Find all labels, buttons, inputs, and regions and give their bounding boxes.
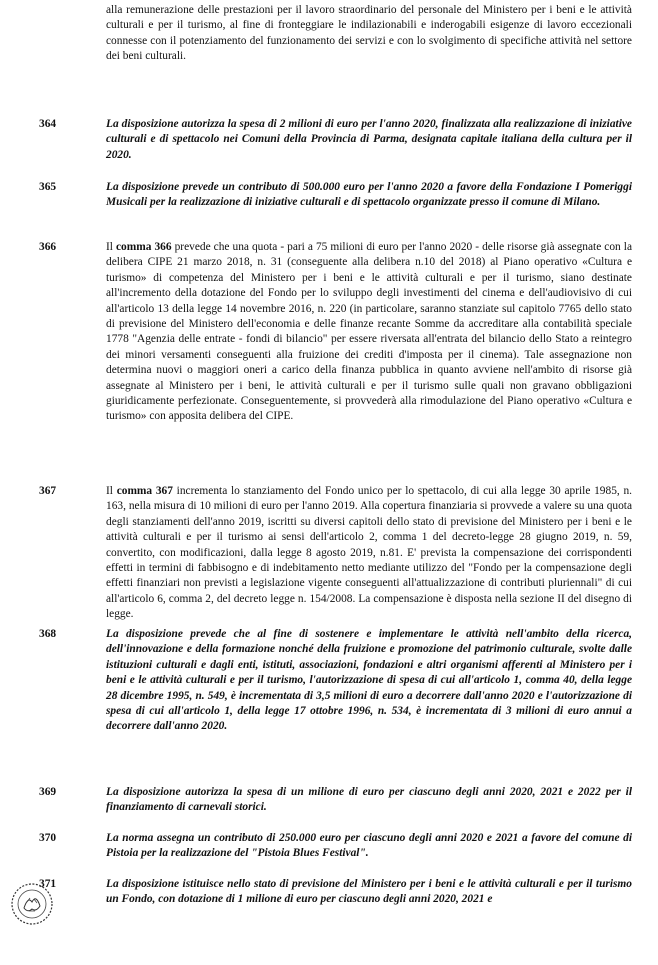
entry-number: 367 bbox=[39, 485, 57, 497]
entry-text: La disposizione autorizza la spesa di 2 milioni di euro per l'anno 2020, finalizzata alla realizzazione di iniziative culturali e di spettacolo nei Comuni della Provincia di Parma, designata capitale italiana della cultura per il 2020. bbox=[106, 118, 632, 161]
entry-text: La disposizione autorizza la spesa di un milione di euro per ciascuno degli anni 2020, 2021 e 2022 per il finanziamento di carnevali storici. bbox=[106, 786, 632, 814]
entry-number: 366 bbox=[39, 241, 57, 253]
entry-number: 368 bbox=[39, 628, 57, 640]
entry-text: La disposizione prevede un contributo di 500.000 euro per l'anno 2020 a favore della Fondazione I Pomeriggi Musicali per la realizzazione di iniziative culturali e di spettacolo organizzate presso il comune di Milano. bbox=[106, 181, 632, 209]
entry-number: 364 bbox=[39, 118, 57, 130]
entry-number: 371 bbox=[39, 878, 57, 890]
entry-body: prevede che una quota - pari a 75 milioni di euro per l'anno 2020 - delle risorse già assegnate con la delibera CIPE 21 marzo 2018, n. 31 (conseguente alla delibera n.10 del 2018) al Piano operativo «Cultura e turismo» di competenza del Ministero per i beni e le attività culturali e per il turismo, siano destinate all'incremento della dotazione del Fondo per lo sviluppo degli investimenti del cinema e dell'audiovisivo di cui all'articolo 13 della legge 14 novembre 2016, n. 220 (in particolare, saranno stanziate sul capitolo 7765 dello stato di previsione del Ministero dell'economia e delle finanze recante Somme da accreditare alla contabilità speciale 1778 "Agenzia delle entrate - fondi di bilancio" per essere riversata all'entrata del bilancio dello Stato a reintegro dei minori versamenti conseguenti alla fruizione dei crediti d'imposta per il cinema). Tale assegnazione non determina nuovi o maggiori oneri a carico della finanza pubblica in quanto avviene nell'ambito di risorse già assegnate al Ministero per i beni, le attività culturali e per il turismo sulle quali non gravano obbligazioni giuridicamente perfezionate. Conseguentemente, si provvederà alla rimodulazione del Piano operativo «Cultura e turismo» con apposita delibera del CIPE. bbox=[106, 241, 632, 423]
entry-body: incrementa lo stanziamento del Fondo unico per lo spettacolo, di cui alla legge 30 aprile 1985, n. 163, nella misura di 10 milioni di euro per l'anno 2019. Alla copertura finanziaria si provvede a valere su una quota degli stanziamenti dell'anno 2019, iscritti su diversi capitoli dello stato di previsione del Ministero per i beni e le attività culturali e per il turismo ai sensi dell'articolo 2, comma 1 del decreto-legge 28 giugno 2019, n. 59, convertito, con modificazioni, dalla legge 8 agosto 2019, n.81. E' prevista la compensazione dei corrispondenti effetti in termini di fabbisogno e di indebitamento netto mediante utilizzo del "Fondo per la compensazione degli effetti finanziari non previsti a legislazione vigente conseguenti all'attualizzazione di contributi pluriennali" di cui all'articolo 6, comma 2, del decreto legge n. 154/2008. La compensazione è disposta nella sezione II del disegno di legge. bbox=[106, 485, 633, 621]
entry-number: 369 bbox=[39, 786, 57, 798]
entry-number: 365 bbox=[39, 181, 57, 193]
entry-text: La disposizione istituisce nello stato di previsione del Ministero per i beni e le attività culturali e per il turismo un Fondo, con dotazione di 1 milione di euro per ciascuno degli anni 2020, 2021 e bbox=[106, 878, 632, 906]
entry-lead: Il bbox=[106, 241, 116, 253]
entry-number: 370 bbox=[39, 832, 57, 844]
comma-reference: comma 367 bbox=[116, 485, 173, 497]
entry-text: La norma assegna un contributo di 250.000 euro per ciascuno degli anni 2020 e 2021 a favore del comune di Pistoia per la realizzazione del "Pistoia Blues Festival". bbox=[106, 832, 632, 860]
entry-text bbox=[106, 484, 632, 623]
comma-reference: comma 366 bbox=[116, 241, 172, 253]
official-seal-icon bbox=[10, 882, 54, 926]
entry-text: La disposizione prevede che al fine di sostenere e implementare le attività nell'ambito della ricerca, dell'innovazione e della formazione nonché della fruizione e promozione del patrimonio culturale, svolte dalle istituzioni culturali e dagli enti, istituti, associazioni, fondazioni e altri organismi afferenti al Ministero per i beni e le attività culturali e per il turismo, l'autorizzazione di spesa di cui all'articolo 1, comma 40, della legge 28 dicembre 1995, n. 549, è incrementata di 3,5 milioni di euro a decorrere dall'anno 2020 e l'autorizzazione di spesa di cui all'articolo 1, della legge 17 ottobre 1996, n. 534, è incrementata di 3 milioni di euro annui a decorrere dall'anno 2020. bbox=[106, 628, 632, 733]
entry-text bbox=[106, 240, 632, 425]
entry-lead: Il bbox=[106, 485, 117, 497]
intro-paragraph: alla remunerazione delle prestazioni per il lavoro straordinario del personale del Ministero per i beni e le attività culturali e per il turismo, al fine di fronteggiare le indilazionabili e inderogabili esigenze di lavoro eccezionali connesse con il potenziamento del funzionamento dei servizi e con lo svolgimento di specifiche attività nel settore dei beni culturali. bbox=[106, 4, 632, 63]
